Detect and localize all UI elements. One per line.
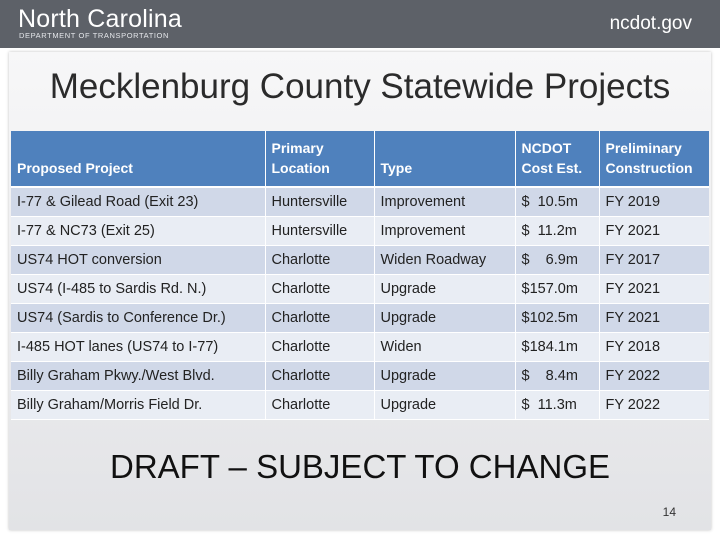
cell-cost: $184.1m [515,333,599,362]
cell-project: I-77 & NC73 (Exit 25) [11,217,265,246]
cell-project: Billy Graham Pkwy./West Blvd. [11,362,265,391]
cell-location: Charlotte [265,391,374,420]
column-header-location [265,131,374,187]
cell-type: Upgrade [374,391,515,420]
cell-project: US74 (I-485 to Sardis Rd. N.) [11,275,265,304]
cell-construction: FY 2017 [599,246,709,275]
table-row [11,362,709,391]
column-header-location-line1: Primary [271,140,324,156]
slide-title: Mecklenburg County Statewide Projects [49,67,671,106]
page-number: 14 [662,505,676,519]
cell-construction: FY 2021 [599,217,709,246]
cell-location: Charlotte [265,246,374,275]
cell-type: Upgrade [374,362,515,391]
cell-cost: $157.0m [515,275,599,304]
column-header-location-line2: Location [271,160,330,176]
cell-project: Billy Graham/Morris Field Dr. [11,391,265,420]
column-header-construction [599,131,709,187]
draft-notice: DRAFT – SUBJECT TO CHANGE [110,448,610,485]
cell-cost: $ 6.9m [515,246,599,275]
cell-type: Upgrade [374,304,515,333]
cell-type: Improvement [374,187,515,217]
table-row [11,187,709,217]
cell-cost: $ 11.2m [515,217,599,246]
cell-location: Charlotte [265,333,374,362]
table-header-row [11,131,709,187]
cell-location: Huntersville [265,187,374,217]
column-header-project [11,131,265,187]
table-row [11,391,709,420]
projects-table [11,131,709,420]
cell-location: Charlotte [265,275,374,304]
cell-construction: FY 2021 [599,275,709,304]
cell-cost: $ 11.3m [515,391,599,420]
cell-construction: FY 2021 [599,304,709,333]
column-header-cost-line1: NCDOT [521,140,572,156]
cell-project: US74 (Sardis to Conference Dr.) [11,304,265,333]
cell-construction: FY 2022 [599,362,709,391]
table-row [11,246,709,275]
brand-name: North Carolina [18,5,182,33]
cell-project: I-77 & Gilead Road (Exit 23) [11,187,265,217]
cell-construction: FY 2022 [599,391,709,420]
table-row [11,217,709,246]
cell-type: Widen [374,333,515,362]
column-header-type [374,131,515,187]
column-header-construction-line1: Preliminary [605,140,682,156]
cell-construction: FY 2019 [599,187,709,217]
column-header-cost-line2: Cost Est. [521,160,583,176]
brand-subtitle: DEPARTMENT OF TRANSPORTATION [19,31,170,40]
header-bar [0,0,720,48]
cell-location: Charlotte [265,304,374,333]
cell-type: Widen Roadway [374,246,515,275]
cell-cost: $ 8.4m [515,362,599,391]
cell-project: I-485 HOT lanes (US74 to I-77) [11,333,265,362]
cell-type: Upgrade [374,275,515,304]
cell-type: Improvement [374,217,515,246]
cell-location: Huntersville [265,217,374,246]
cell-construction: FY 2018 [599,333,709,362]
table-row [11,304,709,333]
table-row [11,333,709,362]
cell-cost: $102.5m [515,304,599,333]
column-header-type-line1: Type [380,160,413,176]
column-header-construction-line2: Construction [605,160,693,176]
column-header-cost [515,131,599,187]
cell-project: US74 HOT conversion [11,246,265,275]
cell-location: Charlotte [265,362,374,391]
table-row [11,275,709,304]
website-label: ncdot.gov [609,13,692,34]
column-header-project-line1: Proposed Project [17,160,133,176]
cell-cost: $ 10.5m [515,187,599,217]
